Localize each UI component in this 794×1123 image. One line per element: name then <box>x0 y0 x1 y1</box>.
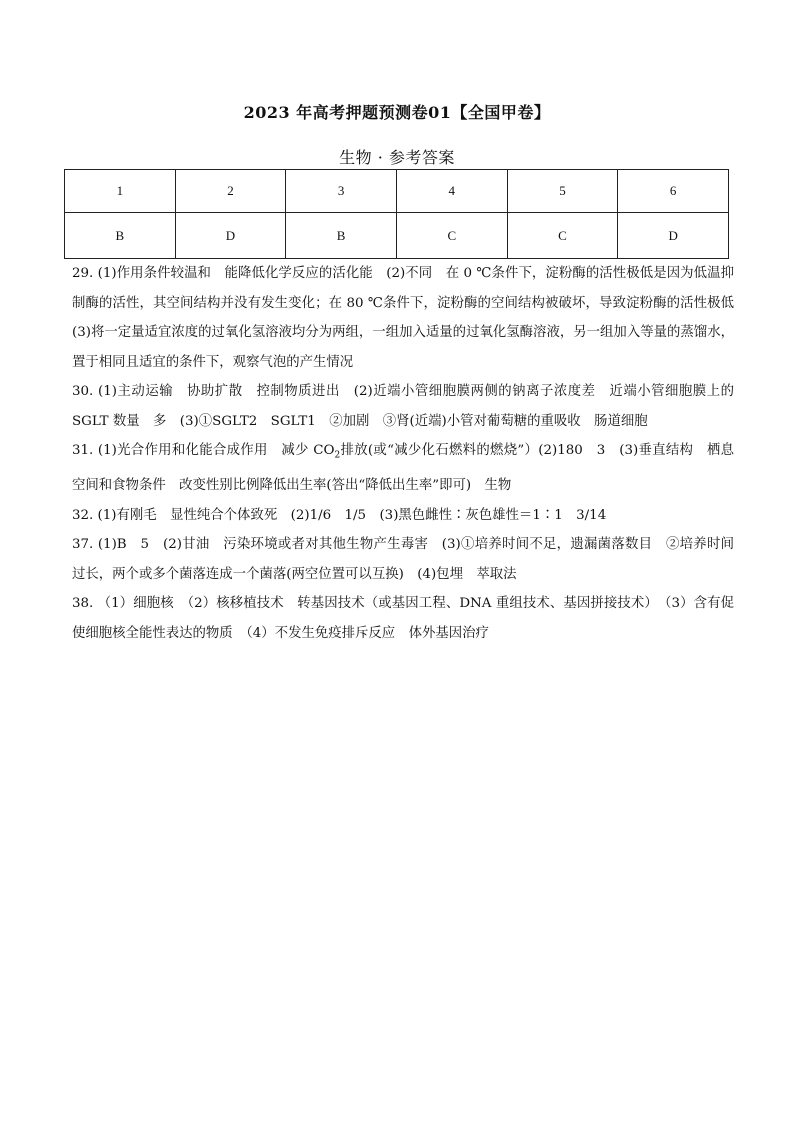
answer-table <box>64 169 729 259</box>
answer-cell: B <box>286 213 397 259</box>
answer-q32: 32. (1)有刚毛 显性纯合个体致死 (2)1/6 1/5 (3)黑色雌性∶灰色雄性＝1∶1 3/14 <box>72 507 607 523</box>
question-number-cell: 1 <box>65 170 176 213</box>
answer-cell: D <box>175 213 286 259</box>
document-subtitle: 生物 · 参考答案 <box>339 148 455 167</box>
answer-row <box>65 213 729 259</box>
answer-q31 <box>72 436 734 501</box>
answer-cell: C <box>396 213 507 259</box>
answer-cell: C <box>507 213 618 259</box>
question-number-cell: 4 <box>396 170 507 213</box>
answer-cell: D <box>618 213 729 259</box>
question-number-cell: 5 <box>507 170 618 213</box>
question-number-cell: 2 <box>175 170 286 213</box>
question-number-cell: 6 <box>618 170 729 213</box>
answer-q37: 37. (1)B 5 (2)甘油 污染环境或者对其他生物产生毒害 (3)①培养时间不足，遗漏菌落数目 ②培养时间过长，两个或多个菌落连成一个菌落(两空位置可以互换) (4)包埋 萃取法 <box>72 537 734 582</box>
answer-content <box>72 259 748 648</box>
answer-q30: 30. (1)主动运输 协助扩散 控制物质进出 (2)近端小管细胞膜两侧的钠离子浓度差 近端小管细胞膜上的 SGLT 数量 多 (3)①SGLT2 SGLT1 ②加剧 ③肾(近端)小管对葡萄糖的重吸收 肠道细胞 <box>72 384 734 429</box>
document-title: 2023 年高考押题预测卷01【全国甲卷】 <box>243 103 551 122</box>
answer-cell: B <box>65 213 176 259</box>
answer-q29: 29. (1)作用条件较温和 能降低化学反应的活化能 (2)不同 在 0 ℃条件下，淀粉酶的活性极低是因为低温抑制酶的活性，其空间结构并没有发生变化；在 80 ℃条件下，淀粉酶的空间结构被破坏，导致淀粉酶的活性极低 (3)将一定量适宜浓度的过氧化氢溶液均分为两组，一组加入适量的过氧化氢酶溶液，另一组加入等量的蒸馏水，置于相同且适宜的条件下，观察气泡的产生情况 <box>72 266 748 370</box>
question-number-cell: 3 <box>286 170 397 213</box>
answer-q31-part1: 31. (1)光合作用和化能合成作用 减少 CO <box>72 443 335 458</box>
answer-q31-subscript: 2 <box>334 450 341 461</box>
answer-q38: 38. （1）细胞核 （2）核移植技术 转基因技术（或基因工程、DNA 重组技术、基因拼接技术） （3）含有促使细胞核全能性表达的物质 （4）不发生免疫排斥反应 体外基因治疗 <box>72 596 734 641</box>
answer-q31-part2: 排放(或“减少化石燃料的燃烧”）(2)180 3 (3)垂直结构 栖息空间和食物条件 改变性别比例降低出生率(答出“降低出生率”即可) 生物 <box>72 443 734 494</box>
question-number-row <box>65 170 729 213</box>
